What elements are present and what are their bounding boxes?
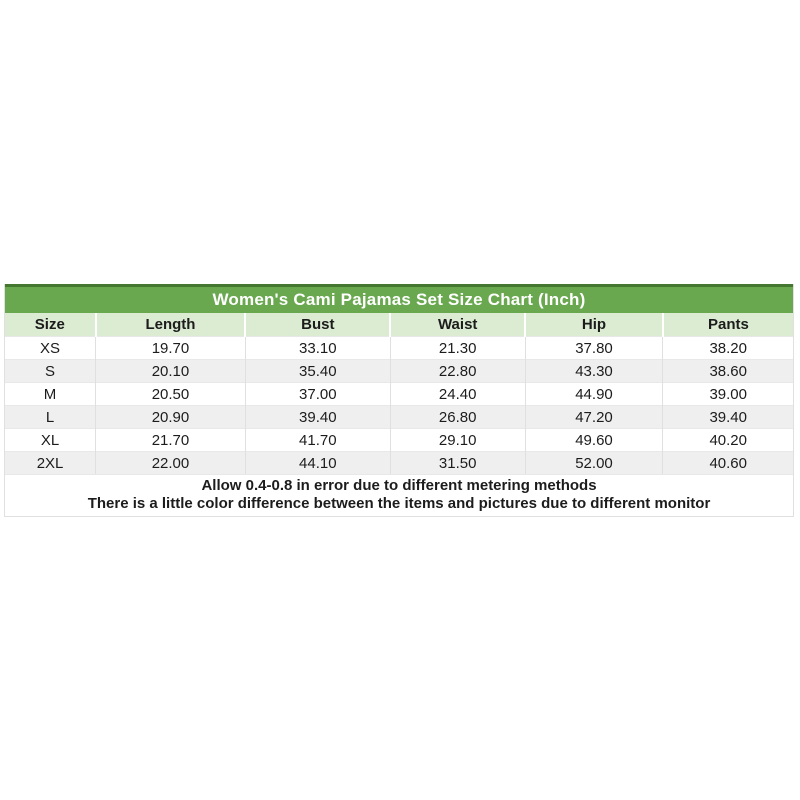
value-cell: 33.10 — [245, 337, 390, 360]
column-header-pants: Pants — [663, 313, 793, 337]
table-row — [5, 383, 793, 406]
value-cell: 26.80 — [390, 406, 525, 429]
value-cell: 20.10 — [96, 360, 246, 383]
table-row — [5, 452, 793, 475]
header-row — [5, 313, 793, 337]
table-row — [5, 337, 793, 360]
note-line: There is a little color difference between the items and pictures due to different monitor — [87, 495, 711, 512]
note-line: Allow 0.4-0.8 in error due to different metering methods — [201, 477, 597, 494]
value-cell: 29.10 — [390, 429, 525, 452]
value-cell: 44.10 — [245, 452, 390, 475]
chart-title: Women's Cami Pajamas Set Size Chart (Inch) — [212, 290, 586, 309]
size-chart-table — [4, 284, 794, 517]
value-cell: 41.70 — [245, 429, 390, 452]
value-cell: 52.00 — [525, 452, 663, 475]
column-header-hip: Hip — [525, 313, 663, 337]
value-cell: 44.90 — [525, 383, 663, 406]
size-cell: S — [5, 360, 96, 383]
value-cell: 39.40 — [245, 406, 390, 429]
table-row — [5, 406, 793, 429]
value-cell: 22.80 — [390, 360, 525, 383]
value-cell: 20.90 — [96, 406, 246, 429]
column-header-waist: Waist — [390, 313, 525, 337]
chart-title-bar — [5, 284, 793, 313]
column-header-size: Size — [5, 313, 96, 337]
column-header-length: Length — [96, 313, 246, 337]
value-cell: 38.60 — [663, 360, 793, 383]
value-cell: 39.00 — [663, 383, 793, 406]
value-cell: 21.70 — [96, 429, 246, 452]
value-cell: 37.80 — [525, 337, 663, 360]
table-row — [5, 360, 793, 383]
value-cell: 38.20 — [663, 337, 793, 360]
value-cell: 21.30 — [390, 337, 525, 360]
table-row — [5, 429, 793, 452]
size-cell: XL — [5, 429, 96, 452]
column-header-bust: Bust — [245, 313, 390, 337]
size-table — [5, 313, 793, 474]
size-cell: 2XL — [5, 452, 96, 475]
value-cell: 47.20 — [525, 406, 663, 429]
value-cell: 24.40 — [390, 383, 525, 406]
size-cell: XS — [5, 337, 96, 360]
value-cell: 37.00 — [245, 383, 390, 406]
value-cell: 20.50 — [96, 383, 246, 406]
value-cell: 35.40 — [245, 360, 390, 383]
value-cell: 39.40 — [663, 406, 793, 429]
value-cell: 49.60 — [525, 429, 663, 452]
value-cell: 40.60 — [663, 452, 793, 475]
value-cell: 40.20 — [663, 429, 793, 452]
size-cell: L — [5, 406, 96, 429]
value-cell: 43.30 — [525, 360, 663, 383]
size-cell: M — [5, 383, 96, 406]
value-cell: 31.50 — [390, 452, 525, 475]
value-cell: 22.00 — [96, 452, 246, 475]
value-cell: 19.70 — [96, 337, 246, 360]
notes — [5, 474, 793, 516]
